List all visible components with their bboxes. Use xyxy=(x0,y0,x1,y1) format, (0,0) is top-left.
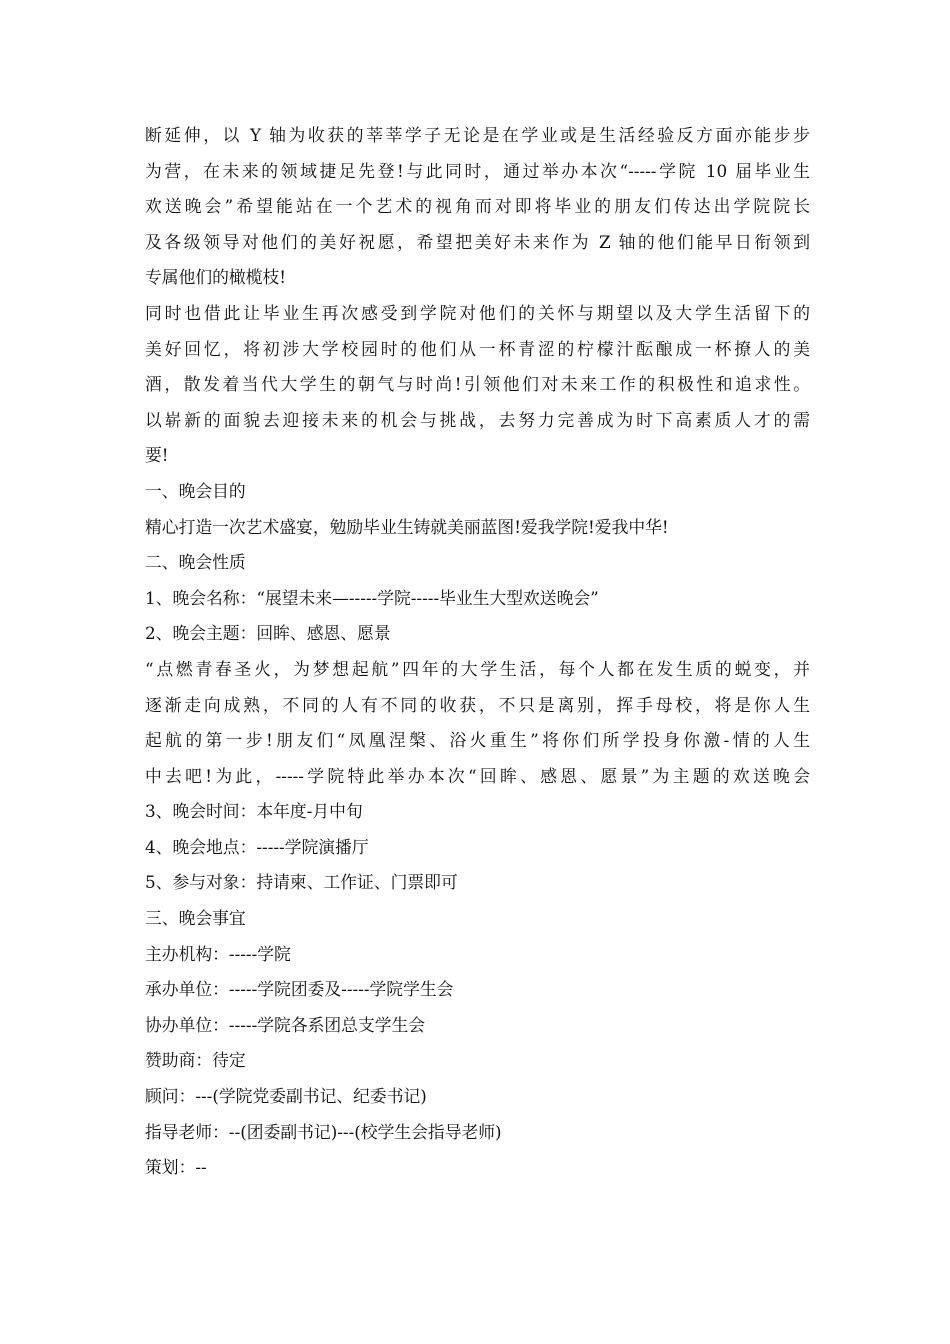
text-line: 断延伸，以 Y 轴为收获的莘莘学子无论是在学业或是生活经验反方面亦能步步 xyxy=(145,125,810,145)
text-line: 及各级领导对他们的美好祝愿，希望把美好未来作为 Z 轴的他们能早日衔领到 xyxy=(145,231,810,252)
text-line: 3、晚会时间：本年度-月中旬 xyxy=(145,801,363,822)
text-line: 承办单位：-----学院团委及-----学院学生会 xyxy=(145,979,454,1000)
text-line: 以崭新的面貌去迎接未来的机会与挑战，去努力完善成为时下高素质人才的需 xyxy=(145,409,810,430)
text-line: 协办单位：-----学院各系团总支学生会 xyxy=(145,1014,426,1035)
text-line: 4、晚会地点：-----学院演播厅 xyxy=(145,836,369,857)
text-line: 中去吧!为此，-----学院特此举办本次“回眸、感恩、愿景”为主题的欢送晚会 xyxy=(145,765,810,786)
text-line: 精心打造一次艺术盛宴，勉励毕业生铸就美丽蓝图!爱我学院!爱我中华! xyxy=(145,516,669,537)
text-line: 顾问：---(学院党委副书记、纪委书记) xyxy=(145,1086,427,1107)
text-line: 指导老师：--(团委副书记)---(校学生会指导老师) xyxy=(145,1121,502,1142)
text-line: 策划：-- xyxy=(145,1157,207,1178)
text-line: 美好回忆，将初涉大学校园时的他们从一杯青涩的柠檬汁酝酿成一杯撩人的美 xyxy=(145,338,810,359)
document-body xyxy=(145,118,810,1186)
text-line: “点燃青春圣火，为梦想起航”四年的大学生活，每个人都在发生质的蜕变，并 xyxy=(145,658,810,679)
text-line: 酒，散发着当代大学生的朝气与时尚!引领他们对未来工作的积极性和追求性。 xyxy=(145,374,810,395)
text-line: 主办机构：-----学院 xyxy=(145,943,291,964)
text-line: 逐渐走向成熟，不同的人有不同的收获，不只是离别，挥手母校，将是你人生 xyxy=(145,694,810,715)
text-line: 三、晚会事宜 xyxy=(145,908,246,929)
text-line: 赞助商：待定 xyxy=(145,1050,246,1071)
text-line: 专属他们的橄榄枝! xyxy=(145,267,286,288)
text-line: 1、晚会名称：“展望未来—-----学院-----毕业生大型欢送晚会” xyxy=(145,587,599,608)
text-line: 5、参与对象：持请柬、工作证、门票即可 xyxy=(145,872,458,893)
text-line: 二、晚会性质 xyxy=(145,552,246,573)
text-line: 要! xyxy=(145,445,169,466)
text-line: 为营，在未来的领域捷足先登!与此同时，通过举办本次“-----学院 10 届毕业生 xyxy=(145,160,810,181)
text-line: 起航的第一步!朋友们“凤凰涅槃、浴火重生”将你们所学投身你激-情的人生 xyxy=(145,730,810,751)
text-line: 2、晚会主题：回眸、感恩、愿景 xyxy=(145,623,391,644)
text-line: 欢送晚会”希望能站在一个艺术的视角而对即将毕业的朋友们传达出学院院长 xyxy=(145,196,810,217)
text-line: 同时也借此让毕业生再次感受到学院对他们的关怀与期望以及大学生活留下的 xyxy=(145,302,810,323)
text-line: 一、晚会目的 xyxy=(145,480,246,501)
